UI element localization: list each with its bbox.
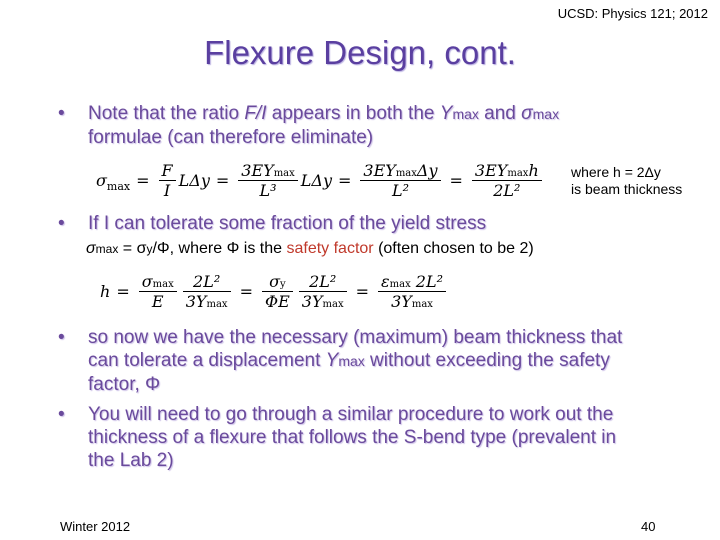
fraction-sigma-over-e: $\frac{\sigma\max}{E}$ [139, 272, 177, 311]
fraction-sigmay-over-phie: $\frac{\sigma y}{\Phi E}$ [262, 272, 293, 311]
safety-factor-line: σmax = σy/Φ, where Φ is the safety factor (often chosen to be 2) [86, 240, 534, 257]
fraction-3eymax-h-over-2l2: $\frac{3EYmaxh}{\text{2L²}}$ [472, 161, 542, 200]
bullet-dot: • [58, 213, 65, 234]
course-header: UCSD: Physics 121; 2012 [557, 6, 708, 21]
page-number: 40 [641, 519, 656, 534]
fraction-2l2-over-3ymax-b: $\frac{\text{2L²}}{3Ymax}$ [299, 272, 347, 311]
beam-thickness-note: where h = 2Δy is beam thickness [571, 164, 683, 197]
bullet-1: • Note that the ratio F/I appears in both the Ymax and σmax formulae (can therefore eliminate) [58, 103, 560, 148]
fraction-f-over-i: $\frac{F}{I}$ [159, 161, 176, 200]
safety-factor-term: safety factor [286, 240, 374, 257]
fraction-3eymax-dy-over-l2: $\frac{3EYmax\Delta y}{\text{L²}}$ [360, 161, 440, 200]
bullet-dot: • [58, 404, 65, 425]
bullet-2: • If I can tolerate some fraction of the yield stress [58, 213, 487, 234]
equation-sigma-max: σ max = $\frac{F}{I}$ LΔy = $\frac{3EYmax}{\text{L³}}$ LΔy = $\frac{3EYmax\Delta y}{\text{L²}}$ = $\frac{3EYmaxh}{\text{2L²}}$ [96, 153, 545, 207]
bullet-4: • You will need to go through a similar procedure to work out the thickness of a flexure that follows the S-bend type (prevalent in the Lab 2) [58, 404, 617, 471]
bullet-dot: • [58, 103, 65, 124]
footer-term: Winter 2012 [60, 519, 131, 534]
fraction-2l2-over-3ymax: $\frac{\text{2L²}}{3Ymax}$ [183, 272, 231, 311]
bullet-dot: • [58, 327, 65, 348]
slide-title: Flexure Design, cont. [204, 34, 516, 71]
fraction-epsilon-2l2-over-3ymax: $\frac{\text{εmax 2L²}}{3Ymax}$ [378, 272, 446, 311]
equation-h: h = $\frac{\sigma\max}{E}$ $\frac{\text{2L²}}{3Ymax}$ = $\frac{\sigma y}{\Phi E}$ $\frac{\text{2L²}}{3Ymax}$ = $\frac{\text{εmax 2L²}}{3Ymax}$ [100, 266, 449, 316]
bullet-3: • so now we have the necessary (maximum) beam thickness that can tolerate a displacement Ymax without exceeding the safety factor, Φ [58, 327, 623, 395]
ratio-text: F/I [244, 103, 267, 124]
fraction-3eymax-over-l3: $\frac{3EYmax}{\text{L³}}$ [238, 161, 298, 200]
